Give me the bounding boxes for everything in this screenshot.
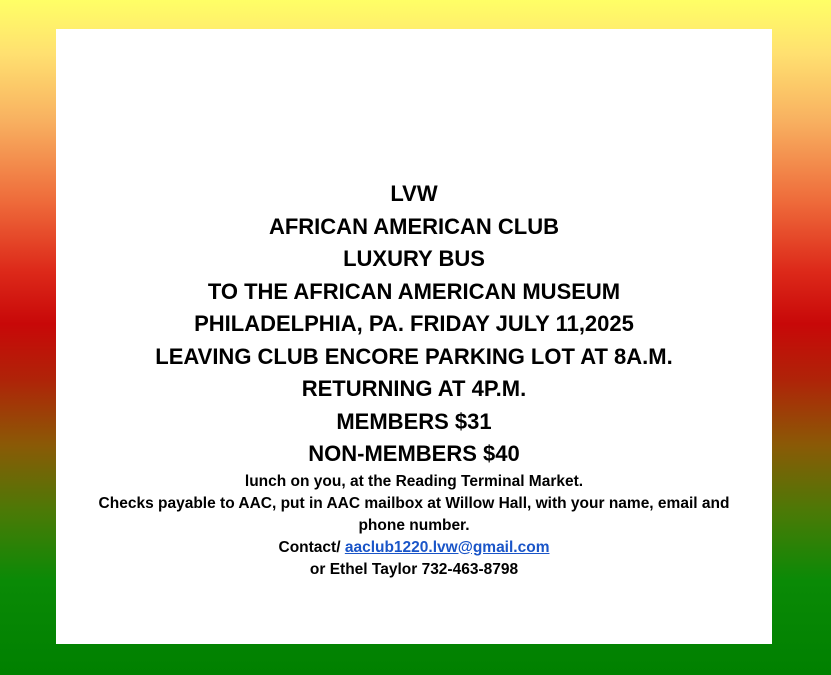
headline-line-1: LVW — [390, 181, 438, 206]
lunch-note: lunch on you, at the Reading Terminal Market. — [244, 472, 584, 490]
headline-line-6: LEAVING CLUB ENCORE PARKING LOT AT 8A.M. — [155, 343, 673, 369]
headline-line-9: NON-MEMBERS $40 — [308, 441, 520, 466]
flyer-content — [56, 178, 772, 581]
headline-line-5: PHILADELPHIA, PA. FRIDAY JULY 11,2025 — [194, 311, 634, 336]
checks-note: Checks payable to AAC, put in AAC mailbox at Willow Hall, with your name, email and phone number. — [98, 494, 730, 534]
contact-line — [56, 537, 772, 559]
headline-line-3: LUXURY BUS — [343, 246, 485, 271]
contact-email-link[interactable]: aaclub1220.lvw@gmail.com — [344, 538, 550, 556]
headline-line-8: MEMBERS $31 — [336, 408, 492, 434]
headline-line-2: AFRICAN AMERICAN CLUB — [268, 213, 560, 239]
headline-line-4: TO THE AFRICAN AMERICAN MUSEUM — [207, 278, 621, 304]
contact-prefix: Contact/ — [278, 538, 345, 556]
alt-contact: or Ethel Taylor 732-463-8798 — [309, 560, 519, 578]
headline-line-7: RETURNING AT 4P.M. — [301, 376, 527, 401]
flyer-panel — [56, 29, 772, 644]
